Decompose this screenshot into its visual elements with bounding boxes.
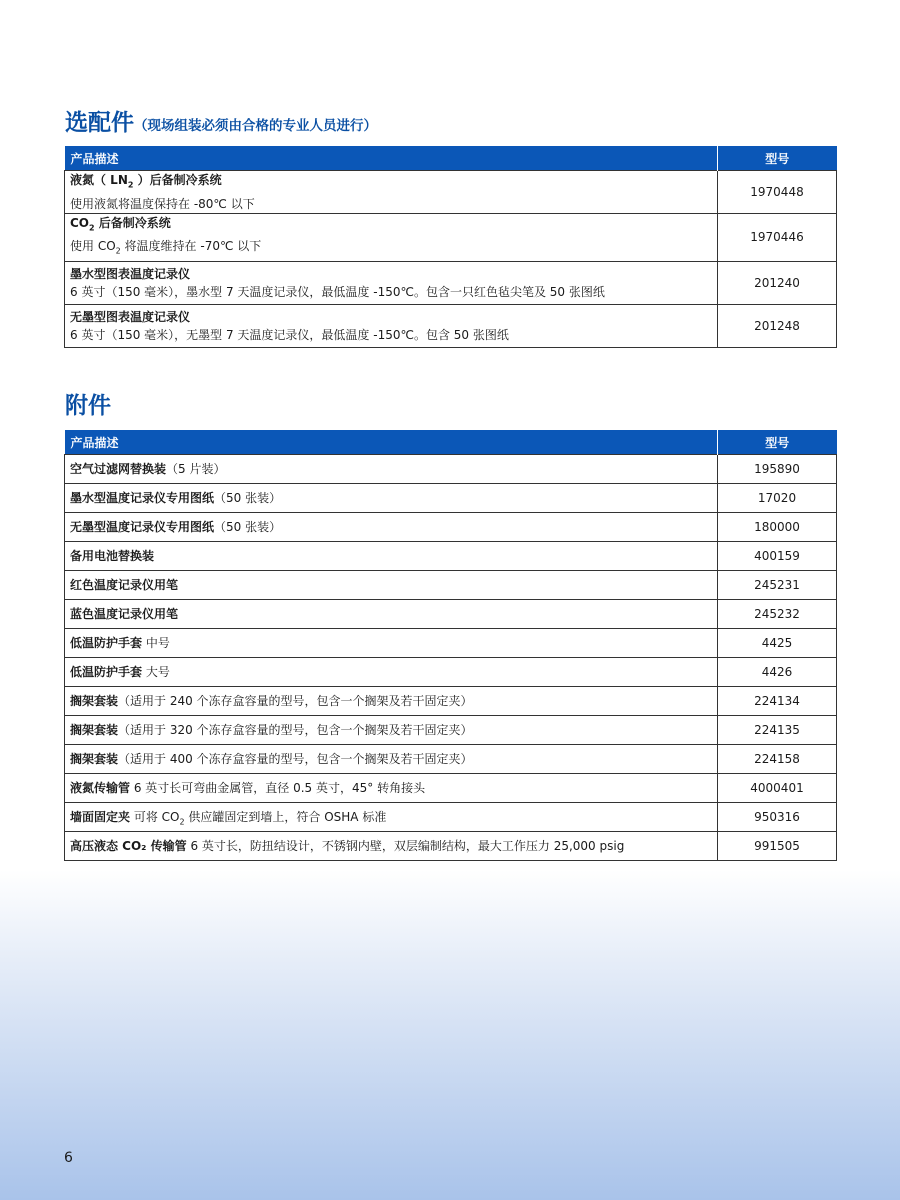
product-name: 液氮（ $LN_2$ ）后备制冷系统 xyxy=(70,173,222,190)
table-row xyxy=(65,658,837,687)
table-row xyxy=(65,716,837,745)
description-cell xyxy=(65,484,718,513)
table-row xyxy=(65,484,837,513)
table-row xyxy=(65,304,837,347)
header-description: 产品描述 xyxy=(65,146,718,171)
product-detail: 使用液氮将温度保持在 -80℃ 以下 xyxy=(70,196,255,211)
product-detail: 中号 xyxy=(142,635,170,650)
table-row xyxy=(65,687,837,716)
model-number: 4425 xyxy=(718,629,837,658)
model-number: 950316 xyxy=(718,803,837,832)
description-cell xyxy=(65,171,718,214)
product-name: 空气过滤网替换装 xyxy=(70,461,167,476)
model-number: 1970446 xyxy=(718,214,837,262)
product-detail: 使用 $CO_2$ 将温度维持在 -70℃ 以下 xyxy=(70,239,262,256)
product-name: 墨水型温度记录仪专用图纸 xyxy=(70,490,215,505)
table-row xyxy=(65,171,837,214)
table-row xyxy=(65,832,837,861)
description-cell xyxy=(65,774,718,803)
product-detail: 6 英寸（150 毫米），墨水型 7 天温度记录仪，最低温度 -150℃。包含一只红色毡尖笔及 50 张图纸 xyxy=(70,284,605,299)
product-name: 搁架套装 xyxy=(70,693,119,708)
product-name: 无墨型温度记录仪专用图纸 xyxy=(70,519,215,534)
accessories-table-header xyxy=(65,430,837,455)
product-name: 液氮传输管 xyxy=(70,780,131,795)
description-cell xyxy=(65,455,718,484)
description-cell xyxy=(65,629,718,658)
product-detail: 供应罐固定到墙上，符合 OSHA 标准 xyxy=(184,809,387,824)
table-row xyxy=(65,745,837,774)
table-row xyxy=(65,261,837,304)
table-row xyxy=(65,214,837,262)
product-name: 搁架套装 xyxy=(70,751,119,766)
description-cell xyxy=(65,803,718,832)
product-detail: 6 英寸长，防扭结设计，不锈钢内壁，双层编制结构，最大工作压力 25,000 psig xyxy=(186,838,625,853)
model-number: 991505 xyxy=(718,832,837,861)
description-cell xyxy=(65,600,718,629)
model-number: 195890 xyxy=(718,455,837,484)
model-number: 1970448 xyxy=(718,171,837,214)
product-detail: （5 片装） xyxy=(166,461,226,476)
product-name: 蓝色温度记录仪用笔 xyxy=(70,606,179,621)
product-name: 搁架套装 xyxy=(70,722,119,737)
header-model-number: 型号 xyxy=(718,430,837,455)
model-number: 224135 xyxy=(718,716,837,745)
product-detail: （适用于 320 个冻存盒容量的型号，包含一个搁架及若干固定夹） xyxy=(118,722,473,737)
options-table xyxy=(64,146,837,348)
accessories-section-title xyxy=(65,387,111,420)
product-detail: 6 英寸长可弯曲金属管，直径 0.5 英寸，45° 转角接头 xyxy=(130,780,426,795)
page-number: 6 xyxy=(64,1150,73,1166)
product-detail: 6 英寸（150 毫米），无墨型 7 天温度记录仪，最低温度 -150℃。包含 50 张图纸 xyxy=(70,327,509,342)
product-name: 墨水型图表温度记录仪 xyxy=(70,266,191,281)
model-number: 224158 xyxy=(718,745,837,774)
product-detail: （50 张装） xyxy=(214,519,282,534)
product-name: 红色温度记录仪用笔 xyxy=(70,577,179,592)
header-model-number: 型号 xyxy=(718,146,837,171)
description-cell xyxy=(65,571,718,600)
table-row xyxy=(65,571,837,600)
description-cell xyxy=(65,304,718,347)
model-number: 201240 xyxy=(718,261,837,304)
description-cell xyxy=(65,214,718,262)
header-description: 产品描述 xyxy=(65,430,718,455)
model-number: 224134 xyxy=(718,687,837,716)
description-cell xyxy=(65,745,718,774)
table-row xyxy=(65,600,837,629)
product-name: 备用电池替换装 xyxy=(70,548,155,563)
description-cell xyxy=(65,832,718,861)
product-detail: 大号 xyxy=(142,664,170,679)
model-number: 201248 xyxy=(718,304,837,347)
options-section-title xyxy=(65,104,377,137)
accessories-title: 附件 xyxy=(65,393,111,419)
product-detail: （适用于 240 个冻存盒容量的型号，包含一个搁架及若干固定夹） xyxy=(118,693,473,708)
product-detail: （适用于 400 个冻存盒容量的型号，包含一个搁架及若干固定夹） xyxy=(118,751,473,766)
product-name: 墙面固定夹 xyxy=(70,809,131,824)
model-number: 245232 xyxy=(718,600,837,629)
product-detail: （50 张装） xyxy=(214,490,282,505)
table-row xyxy=(65,542,837,571)
table-row xyxy=(65,803,837,832)
description-cell xyxy=(65,261,718,304)
description-cell xyxy=(65,542,718,571)
product-name: 低温防护手套 xyxy=(70,635,143,650)
model-number: 4426 xyxy=(718,658,837,687)
options-subtitle: （现场组装必须由合格的专业人员进行） xyxy=(134,118,377,134)
product-name: 高压液态 CO₂ 传输管 xyxy=(70,838,187,853)
product-name: $CO_2$ 后备制冷系统 xyxy=(70,216,171,233)
table-row xyxy=(65,774,837,803)
subscript: 2 xyxy=(179,817,185,827)
product-detail-pre: 可将 CO xyxy=(130,809,180,824)
product-name: 无墨型图表温度记录仪 xyxy=(70,309,191,324)
model-number: 180000 xyxy=(718,513,837,542)
model-number: 245231 xyxy=(718,571,837,600)
accessories-table xyxy=(64,430,837,861)
description-cell xyxy=(65,513,718,542)
model-number: 4000401 xyxy=(718,774,837,803)
table-row xyxy=(65,455,837,484)
product-name: 低温防护手套 xyxy=(70,664,143,679)
model-number: 400159 xyxy=(718,542,837,571)
description-cell xyxy=(65,658,718,687)
options-title: 选配件 xyxy=(65,110,134,136)
table-row xyxy=(65,513,837,542)
description-cell xyxy=(65,687,718,716)
options-table-header xyxy=(65,146,837,171)
description-cell xyxy=(65,716,718,745)
table-row xyxy=(65,629,837,658)
model-number: 17020 xyxy=(718,484,837,513)
